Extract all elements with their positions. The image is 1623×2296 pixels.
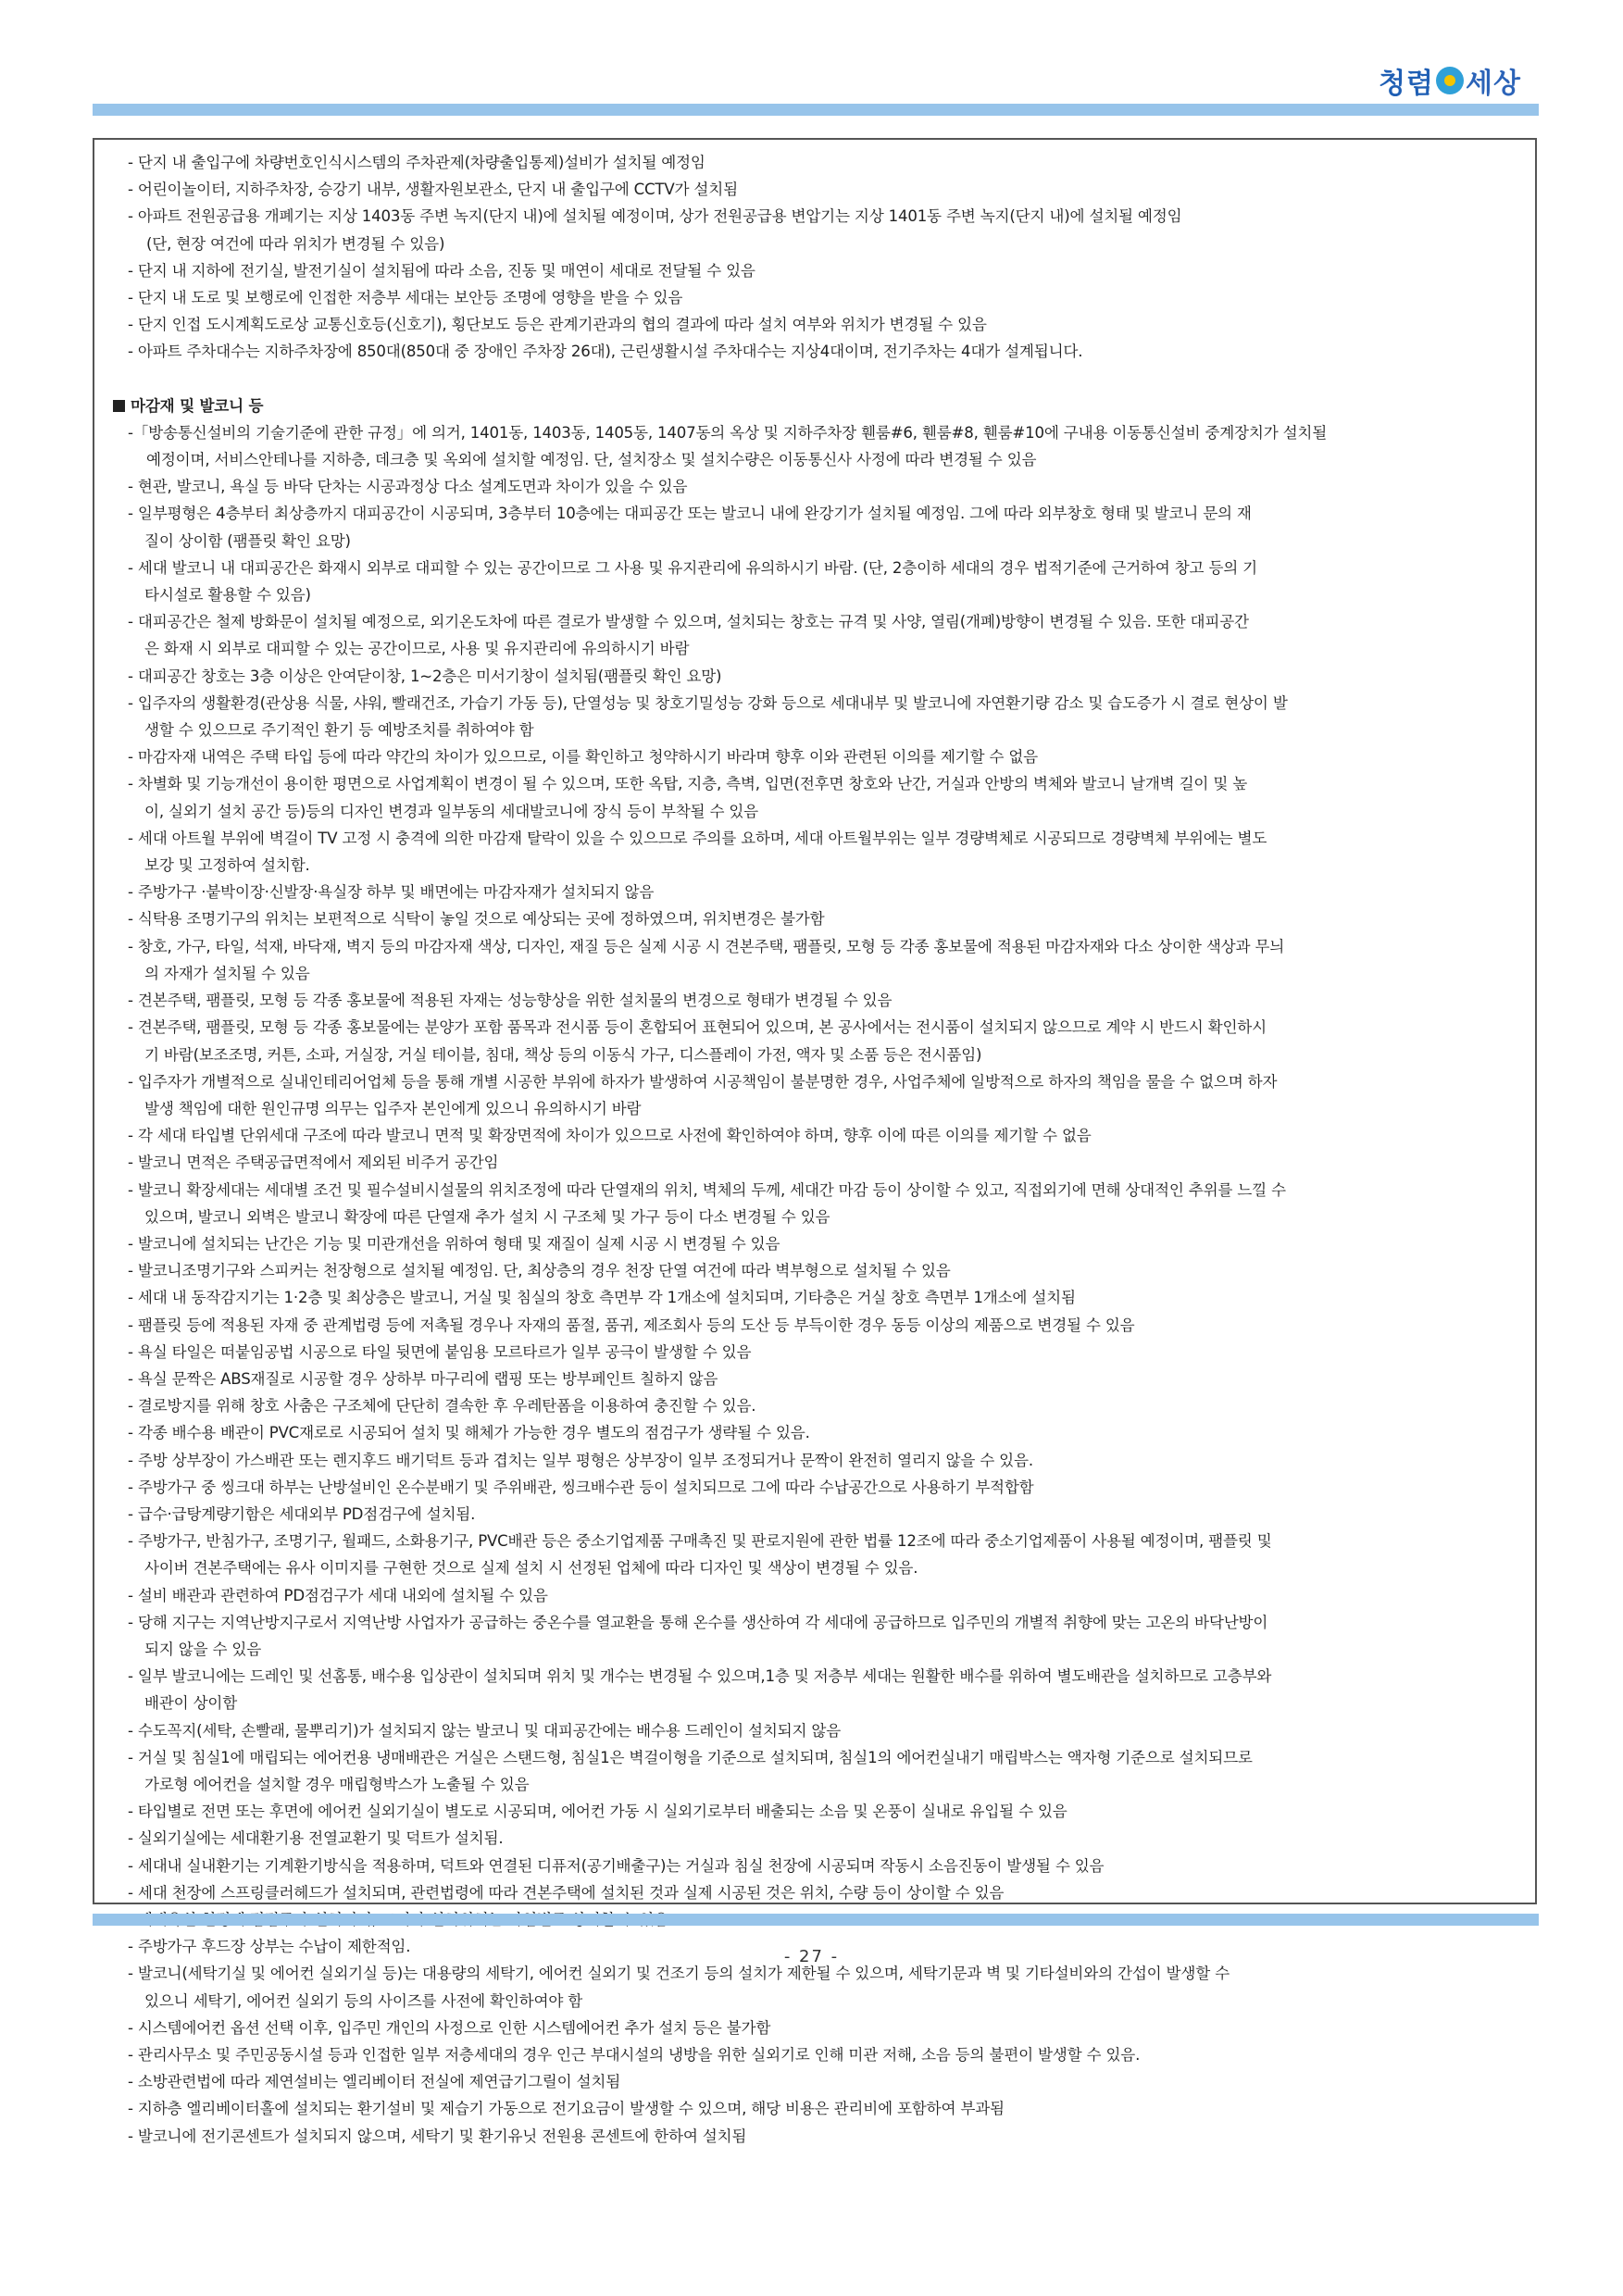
section-heading xyxy=(113,393,1517,419)
notice-line: - 아파트 주차대수는 지하주차장에 850대(850대 중 장애인 주차장 26대), 근린생활시설 주차대수는 지상4대이며, 전기주차는 4대가 설계됩니다. xyxy=(128,343,1083,361)
footer-divider xyxy=(93,1914,1539,1926)
notice-line: - 대피공간 창호는 3층 이상은 안여닫이창, 1~2층은 미서기창이 설치됨(팸플릿 확인 요망) xyxy=(128,667,722,685)
notice-line: - 설비 배관과 관련하여 PD점검구가 세대 내외에 설치될 수 있음 xyxy=(128,1586,548,1604)
notice-line: - 주방가구 ·붙박이장·신발장·욕실장 하부 및 배면에는 마감자재가 설치되지 않음 xyxy=(128,883,655,902)
notice-line: - 발코니에 설치되는 난간은 기능 및 미관개선을 위하여 형태 및 재질이 실제 시공 시 변경될 수 있음 xyxy=(128,1234,780,1253)
notice-line: 타시설로 활용할 수 있음) xyxy=(144,586,311,605)
notice-line: - 팸플릿 등에 적용된 자재 중 관계법령 등에 저촉될 경우나 자재의 품절, 품귀, 제조회사 등의 도산 등 부득이한 경우 동등 이상의 제품으로 변경될 수 있음 xyxy=(128,1316,1135,1334)
notice-line: - 발코니에 전기콘센트가 설치되지 않으며, 세탁기 및 환기유닛 전원용 콘센트에 한하여 설치됨 xyxy=(128,2127,747,2145)
notice-line: - 아파트 전원공급용 개폐기는 지상 1403동 주변 녹지(단지 내)에 설치될 예정이며, 상가 전원공급용 변압기는 지상 1401동 주변 녹지(단지 내)에 설치될 예정임 xyxy=(128,207,1182,226)
notice-line: - 단지 내 지하에 전기실, 발전기실이 설치됨에 따라 소음, 진동 및 매연이 세대로 전달될 수 있음 xyxy=(128,261,755,280)
notice-line: 보강 및 고정하여 설치함. xyxy=(144,856,310,875)
notice-line: - 단지 내 출입구에 차량번호인식시스템의 주차관제(차량출입통제)설비가 설치될 예정임 xyxy=(128,154,705,171)
notice-content xyxy=(128,149,1517,2150)
notice-line: - 각 세대 타입별 단위세대 구조에 따라 발코니 면적 및 확장면적에 차이가 있으므로 사전에 확인하여야 하며, 향후 이에 따른 이의를 제기할 수 없음 xyxy=(128,1127,1092,1145)
notice-line: - 식탁용 조명기구의 위치는 보편적으로 식탁이 놓일 것으로 예상되는 곳에 정하였으며, 위치변경은 불가함 xyxy=(128,910,825,929)
notice-line: - 거실 및 침실1에 매립되는 에어컨용 냉매배관은 거실은 스탠드형, 침실1은 벽걸이형을 기준으로 설치되며, 침실1의 에어컨실내기 매립박스는 액자형 기준으로 설치되므로 xyxy=(128,1748,1253,1766)
notice-line: - 관리사무소 및 주민공동시설 등과 인접한 일부 저층세대의 경우 인근 부대시설의 냉방을 위한 실외기로 인해 미관 저해, 소음 등의 불편이 발생할 수 있음. xyxy=(128,2046,1141,2065)
notice-line: -「방송통신설비의 기술기준에 관한 규정」에 의거, 1401동, 1403동, 1405동, 1407동의 옥상 및 지하주차장 휀룸#6, 휀룸#8, 휀룸#10에 구내용 이동통신설비 중계장치가 설치될 xyxy=(128,423,1328,442)
notice-line: - 현관, 발코니, 욕실 등 바닥 단차는 시공과정상 다소 설계도면과 차이가 있을 수 있음 xyxy=(128,478,688,496)
notice-line: - 단지 인접 도시계획도로상 교통신호등(신호기), 횡단보도 등은 관계기관과의 협의 결과에 따라 설치 여부와 위치가 변경될 수 있음 xyxy=(128,316,987,334)
header-divider xyxy=(93,104,1539,116)
notice-line: - 견본주택, 팸플릿, 모형 등 각종 홍보물에 적용된 자재는 성능향상을 위한 설치물의 변경으로 형태가 변경될 수 있음 xyxy=(128,992,893,1010)
notice-line: - 발코니 확장세대는 세대별 조건 및 필수설비시설물의 위치조정에 따라 단열재의 위치, 벽체의 두께, 세대간 마감 등이 상이할 수 있고, 직접외기에 면해 상대적인 추위를 느낄 수 xyxy=(128,1180,1286,1199)
notice-line: 생할 수 있으므로 주기적인 환기 등 예방조치를 취하여야 함 xyxy=(144,721,534,740)
spacer xyxy=(128,366,1517,393)
notice-line: 의 자재가 설치될 수 있음 xyxy=(144,964,310,982)
notice-line: - 세대 발코니 내 대피공간은 화재시 외부로 대피할 수 있는 공간이므로 그 사용 및 유지관리에 유의하시기 바람. (단, 2층이하 세대의 경우 법적기준에 근거하여 창고 등의 기 xyxy=(128,558,1258,577)
notice-line: - 당해 지구는 지역난방지구로서 지역난방 사업자가 공급하는 중온수를 열교환을 통해 온수를 생산하여 각 세대에 공급하므로 입주민의 개별적 취향에 맞는 고온의 바닥난방이 xyxy=(128,1613,1268,1631)
notice-line: - 차별화 및 기능개선이 용이한 평면으로 사업계획이 변경이 될 수 있으며, 또한 옥탑, 지층, 측벽, 입면(전후면 창호와 난간, 거실과 안방의 벽체와 발코니 날개벽 길이 및 높 xyxy=(128,775,1248,793)
notice-line: 있으니 세탁기, 에어컨 실외기 등의 사이즈를 사전에 확인하여야 함 xyxy=(144,1991,583,2010)
notice-line: 되지 않을 수 있음 xyxy=(144,1640,262,1658)
notice-line: 있으며, 발코니 외벽은 발코니 확장에 따른 단열재 추가 설치 시 구조체 및 가구 등이 다소 변경될 수 있음 xyxy=(144,1207,830,1226)
logo-text-pre: 청렴 xyxy=(1379,68,1435,100)
notice-line: - 주방 상부장이 가스배관 또는 렌지후드 배기덕트 등과 겹치는 일부 평형은 상부장이 일부 조정되거나 문짝이 완전히 열리지 않을 수 있음. xyxy=(128,1451,1033,1469)
notice-line: - 결로방지를 위해 창호 사춤은 구조체에 단단히 결속한 후 우레탄폼을 이용하여 충진할 수 있음. xyxy=(128,1397,756,1416)
notice-line: - 일부 발코니에는 드레인 및 선홈통, 배수용 입상관이 설치되며 위치 및 개수는 변경될 수 있으며,1층 및 저층부 세대는 원활한 배수를 위하여 별도배관을 설치하므로 고층부와 xyxy=(128,1667,1272,1686)
notice-line: - 창호, 가구, 타일, 석재, 바닥재, 벽지 등의 마감자재 색상, 디자인, 재질 등은 실제 시공 시 견본주택, 팸플릿, 모형 등 각종 홍보물에 적용된 마감자재와 다소 상이한 색상과 무늬 xyxy=(128,937,1285,955)
notice-line: - 수도꼭지(세탁, 손빨래, 물뿌리기)가 설치되지 않는 발코니 및 대피공간에는 배수용 드레인이 설치되지 않음 xyxy=(128,1721,842,1740)
notice-line: - 어린이놀이터, 지하주차장, 승강기 내부, 생활자원보관소, 단지 내 출입구에 CCTV가 설치됨 xyxy=(128,181,738,199)
notice-line: - 세대내 실내환기는 기계환기방식을 적용하며, 덕트와 연결된 디퓨저(공기배출구)는 거실과 침실 천장에 시공되며 작동시 소음진동이 발생될 수 있음 xyxy=(128,1856,1105,1875)
notice-line: - 입주자가 개별적으로 실내인테리어업체 등을 통해 개별 시공한 부위에 하자가 발생하여 시공책임이 불분명한 경우, 사업주체에 일방적으로 하자의 책임을 물을 수 없으며 하자 xyxy=(128,1072,1278,1091)
notice-line: (단, 현장 여건에 따라 위치가 변경될 수 있음) xyxy=(146,234,445,253)
notice-line: - 욕실 타일은 떠붙임공법 시공으로 타일 뒷면에 붙임용 모르타르가 일부 공극이 발생할 수 있음 xyxy=(128,1342,752,1361)
notice-line: - 시스템에어컨 옵션 선택 이후, 입주민 개인의 사정으로 인한 시스템에어컨 추가 설치 등은 불가함 xyxy=(128,2018,771,2037)
notice-line: - 주방가구 후드장 상부는 수납이 제한적임. xyxy=(128,1938,411,1956)
notice-line: - 일부평형은 4층부터 최상층까지 대피공간이 시공되며, 3층부터 10층에는 대피공간 또는 발코니 내에 완강기가 설치될 예정임. 그에 따라 외부창호 형태 및 발코니 문의 재 xyxy=(128,505,1252,523)
notice-line: - 지하층 엘리베이터홀에 설치되는 환기설비 및 제습기 가동으로 전기요금이 발생할 수 있으며, 해당 비용은 관리비에 포함하여 부과됨 xyxy=(128,2100,1005,2118)
notice-line: 이, 실외기 설치 공간 등)등의 디자인 변경과 일부동의 세대발코니에 장식 등이 부착될 수 있음 xyxy=(144,802,759,820)
notice-line: - 마감자재 내역은 주택 타입 등에 따라 약간의 차이가 있으므로, 이를 확인하고 청약하시기 바라며 향후 이와 관련된 이의를 제기할 수 없음 xyxy=(128,748,1038,767)
notice-line: 질이 상이함 (팸플릿 확인 요망) xyxy=(144,531,351,550)
square-bullet-icon xyxy=(113,400,125,412)
notice-line: - 각종 배수용 배관이 PVC재로로 시공되어 설치 및 해체가 가능한 경우 별도의 점검구가 생략될 수 있음. xyxy=(128,1424,810,1442)
notice-line: - 단지 내 도로 및 보행로에 인접한 저층부 세대는 보안등 조명에 영향을 받을 수 있음 xyxy=(128,289,683,307)
notice-line: 은 화재 시 외부로 대피할 수 있는 공간이므로, 사용 및 유지관리에 유의하시기 바람 xyxy=(144,640,690,658)
notice-line: - 입주자의 생활환경(관상용 식물, 샤워, 빨래건조, 가습기 가동 등), 단열성능 및 창호기밀성능 강화 등으로 세대내부 및 발코니에 자연환기량 감소 및 습도증가 시 결로 현상이 발 xyxy=(128,693,1288,712)
brand-logo xyxy=(1379,57,1521,104)
notice-line: - 세대 천장에 스프링클러헤드가 설치되며, 관련법령에 따라 견본주택에 설치된 것과 실제 시공된 것은 위치, 수량 등이 상이할 수 있음 xyxy=(128,1883,1005,1902)
notice-line: - 세대 아트월 부위에 벽걸이 TV 고정 시 충격에 의한 마감재 탈락이 있을 수 있으므로 주의를 요하며, 세대 아트월부위는 일부 경량벽체로 시공되므로 경량벽체 부위에는 별도 xyxy=(128,829,1267,847)
logo-text-post: 세상 xyxy=(1466,68,1521,100)
notice-line: 가로형 에어컨을 설치할 경우 매립형박스가 노출될 수 있음 xyxy=(144,1775,530,1793)
notice-line: 기 바람(보조조명, 커튼, 소파, 거실장, 거실 테이블, 침대, 책상 등의 이동식 가구, 디스플레이 가전, 액자 및 소품 등은 전시품임) xyxy=(144,1045,982,1064)
page-number: - 27 - xyxy=(783,1947,840,1966)
notice-line: - 발코니 면적은 주택공급면적에서 제외된 비주거 공간임 xyxy=(128,1154,499,1172)
notice-line: - 견본주택, 팸플릿, 모형 등 각종 홍보물에는 분양가 포함 품목과 전시품 등이 혼합되어 표현되어 있으며, 본 공사에서는 전시품이 설치되지 않으므로 계약 시 반드시 확인하시 xyxy=(128,1018,1267,1037)
notice-line: - 실외기실에는 세대환기용 전열교환기 및 덕트가 설치됨. xyxy=(128,1829,504,1848)
notice-line: - 세대 내 동작감지기는 1·2층 및 최상층은 발코니, 거실 및 침실의 창호 측면부 각 1개소에 설치되며, 기타층은 거실 창호 측면부 1개소에 설치됨 xyxy=(128,1289,1076,1307)
notice-line: 사이버 견본주택에는 유사 이미지를 구현한 것으로 실제 설치 시 선정된 업체에 따라 디자인 및 색상이 변경될 수 있음. xyxy=(144,1559,918,1578)
notice-line: - 타입별로 전면 또는 후면에 에어컨 실외기실이 별도로 시공되며, 에어컨 가동 시 실외기로부터 배출되는 소음 및 온풍이 실내로 유입될 수 있음 xyxy=(128,1803,1067,1821)
notice-line: - 욕실 문짝은 ABS재질로 시공할 경우 상하부 마구리에 랩핑 또는 방부페인트 칠하지 않음 xyxy=(128,1369,718,1388)
notice-line: 배관이 상이함 xyxy=(144,1694,238,1713)
notice-line: - 대피공간은 철제 방화문이 설치될 예정으로, 외기온도차에 따른 결로가 발생할 수 있으며, 설치되는 창호는 규격 및 사양, 열림(개폐)방향이 변경될 수 있음. 또한 대피공간 xyxy=(128,613,1249,631)
notice-line: 발생 책임에 대한 원인규명 의무는 입주자 본인에게 있으니 유의하시기 바람 xyxy=(144,1099,642,1117)
notice-line: - 주방가구 중 씽크대 하부는 난방설비인 온수분배기 및 주위배관, 씽크배수관 등이 설치되므로 그에 따라 수납공간으로 사용하기 부적합함 xyxy=(128,1478,1034,1496)
section-title: 마감재 및 발코니 등 xyxy=(131,396,264,415)
notice-line: - 발코니(세탁기실 및 에어컨 실외기실 등)는 대용량의 세탁기, 에어컨 실외기 및 건조기 등의 설치가 제한될 수 있으며, 세탁기문과 벽 및 기타설비와의 간섭이 발생할 수 xyxy=(128,1965,1230,1983)
notice-line: - 발코니조명기구와 스피커는 천장형으로 설치될 예정임. 단, 최상층의 경우 천장 단열 여건에 따라 벽부형으로 설치될 수 있음 xyxy=(128,1262,951,1280)
notice-line: - 주방가구, 반침가구, 조명기구, 월패드, 소화용기구, PVC배관 등은 중소기업제품 구매촉진 및 판로지원에 관한 법률 12조에 따라 중소기업제품이 사용될 예정이며, 팸플릿 및 xyxy=(128,1532,1272,1551)
notice-line: - 소방관련법에 따라 제연설비는 엘리베이터 전실에 제연급기그릴이 설치됨 xyxy=(128,2073,621,2091)
notice-line: 예정이며, 서비스안테나를 지하층, 데크층 및 옥외에 설치할 예정임. 단, 설치장소 및 설치수량은 이동통신사 사정에 따라 변경될 수 있음 xyxy=(146,451,1037,469)
logo-emblem-icon xyxy=(1436,67,1464,94)
notice-line: - 급수·급탕계량기함은 세대외부 PD점검구에 설치됨. xyxy=(128,1504,476,1523)
